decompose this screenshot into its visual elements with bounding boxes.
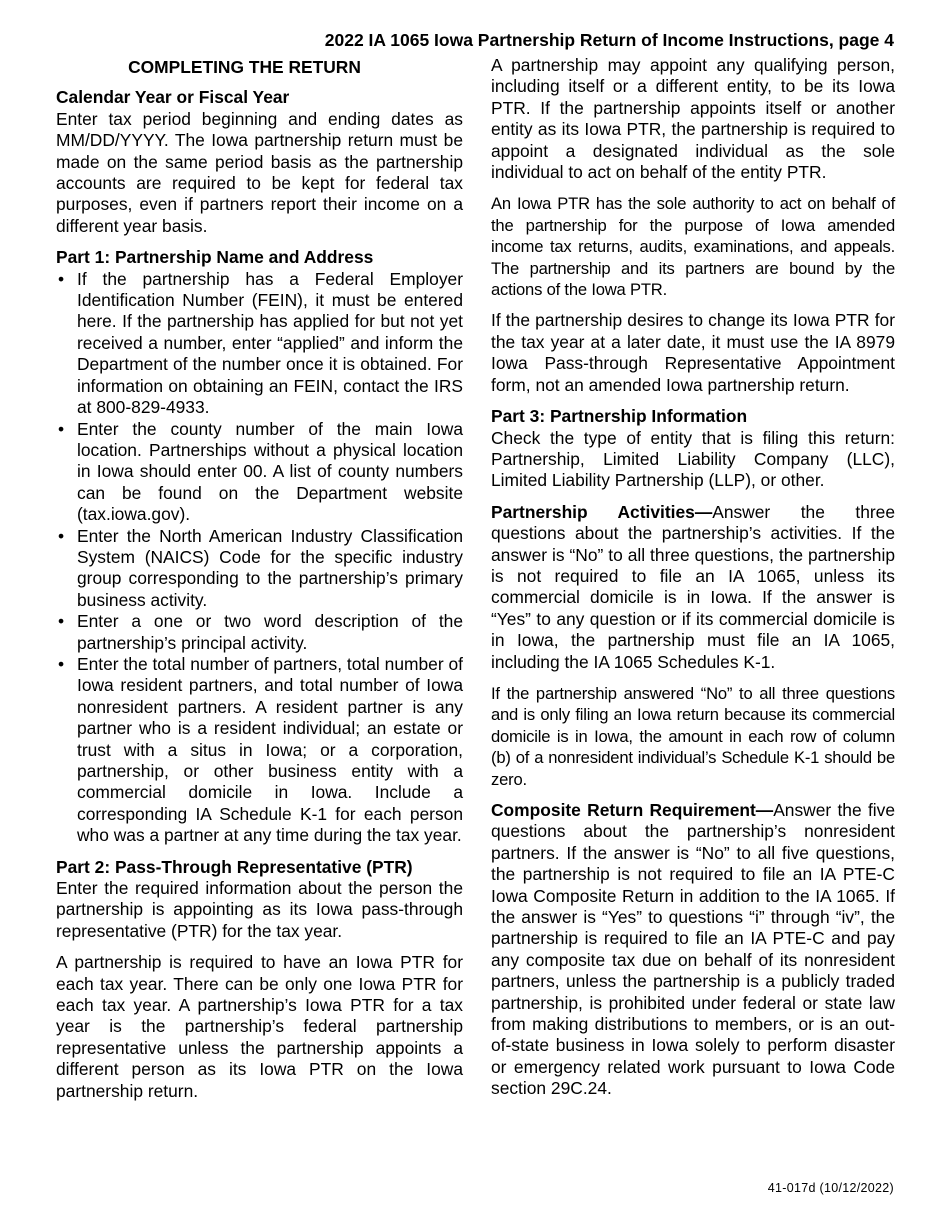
- part2-heading: Part 2: Pass-Through Representative (PTR): [56, 856, 413, 877]
- list-item: • Enter the North American Industry Classification System (NAICS) Code for the specific industry group corresponding to the partnership’s primary business activity.: [56, 526, 463, 612]
- composite-text: Answer the five questions about the partnership’s nonresident partners. If the answer is “No” to all five questions, the partnership is not required to file an IA PTE-C Iowa Composite Return in addition to the IA 1065. If the answer is “Yes” to questions “i” through “iv”, the partnership is required to file an IA PTE-C and pay any composite tax due on behalf of its nonresident partners, unless the partnership is a publicly traded partnership, is prohibited under federal or state law from making distributions to members, or is an out-of-state business in Iowa solely to perform disaster or emergency related work pursuant to Iowa Code section 29C.24.: [491, 800, 896, 1099]
- section-title: COMPLETING THE RETURN: [128, 57, 361, 77]
- part3-text: Check the type of entity that is filing this return: Partnership, Limited Liability Company (LLC), Limited Liability Partnership (LLP), or other.: [491, 427, 895, 491]
- part1-list: [56, 269, 463, 847]
- composite-heading: Composite Return Requirement—: [491, 800, 774, 820]
- calendar-text: Enter tax period beginning and ending dates as MM/DD/YYYY. The Iowa partnership return must be made on the same period basis as the partnership accounts are required to be kept for federal tax purposes, even if partners report their income on a different year basis.: [56, 108, 463, 236]
- right-column: [491, 55, 895, 1110]
- activities-text-2: If the partnership answered “No” to all three questions and is only filing an Iowa return because its commercial domicile is in Iowa, the amount in each row of column (b) of a nonresident individual’s Schedule K-1 should be zero.: [491, 683, 895, 789]
- ptr-text: An Iowa PTR has the sole authority to act on behalf of the partnership for the purpose of Iowa amended income tax returns, audits, examinations, and appeals. The partnership and its partners are bound by the actions of the Iowa PTR.: [491, 194, 895, 300]
- ptr-text: A partnership may appoint any qualifying person, including itself or a different entity, to be its Iowa PTR. If the partnership appoints itself or another entity as its Iowa PTR, the partnership is required to appoint a designated individual as the sole individual to act on behalf of the entity PTR.: [491, 55, 895, 183]
- list-item: • Enter the county number of the main Iowa location. Partnerships without a physical location in Iowa should enter 00. A list of county numbers can be found on the Department website (tax.iowa.gov).: [56, 419, 463, 526]
- activities-text: Answer the three questions about the partnership’s activities. If the answer is “No” to all three questions, the partnership is not required to file an IA 1065, unless its commercial domicile is in Iowa. If the answer is “Yes” to any question or if its commercial domicile is in Iowa, the partnership must file an IA 1065, including the IA 1065 Schedules K-1.: [491, 501, 896, 672]
- part2-text: Enter the required information about the person the partnership is appointing as its Iowa pass-through representative (PTR) for the tax year.: [56, 878, 463, 941]
- part3-heading: Part 3: Partnership Information: [491, 406, 748, 427]
- list-item: • Enter the total number of partners, total number of Iowa resident partners, and total number of Iowa nonresident partners. A resident partner is any partner who is a resident individual; an estate or trust with a situs in Iowa; or a corporation, partnership, or other business entity with a commercial domicile in Iowa. Include a corresponding IA Schedule K-1 for each person who was a partner at any time during the tax year.: [56, 654, 463, 847]
- composite-paragraph: [491, 800, 895, 1100]
- ptr-text: If the partnership desires to change its Iowa PTR for the tax year at a later date, it must use the IA 8979 Iowa Pass-through Representative Appointment form, not an amended Iowa partnership return.: [491, 310, 895, 395]
- part1-heading: Part 1: Partnership Name and Address: [56, 247, 374, 268]
- list-item: • If the partnership has a Federal Employer Identification Number (FEIN), it must be entered here. If the partnership has applied for but not yet received a number, enter “applied” and inform the Department of the number once it is obtained. For information on obtaining an FEIN, contact the IRS at 800-829-4933.: [56, 269, 463, 419]
- left-column: [56, 55, 463, 1112]
- activities-paragraph: [491, 502, 895, 673]
- activities-heading: Partnership Activities—: [491, 501, 713, 522]
- form-number: 41-017d (10/12/2022): [767, 1181, 894, 1195]
- part2-text: A partnership is required to have an Iowa PTR for each tax year. There can be only one Iowa PTR for each tax year. A partnership’s Iowa PTR for a tax year is the partnership’s federal partnership representative unless the partnership appoints a different person as its Iowa PTR on the Iowa partnership return.: [56, 952, 463, 1101]
- calendar-heading: Calendar Year or Fiscal Year: [56, 87, 290, 108]
- page-header: 2022 IA 1065 Iowa Partnership Return of Income Instructions, page 4: [324, 30, 894, 50]
- list-item: • Enter a one or two word description of the partnership’s principal activity.: [56, 611, 463, 654]
